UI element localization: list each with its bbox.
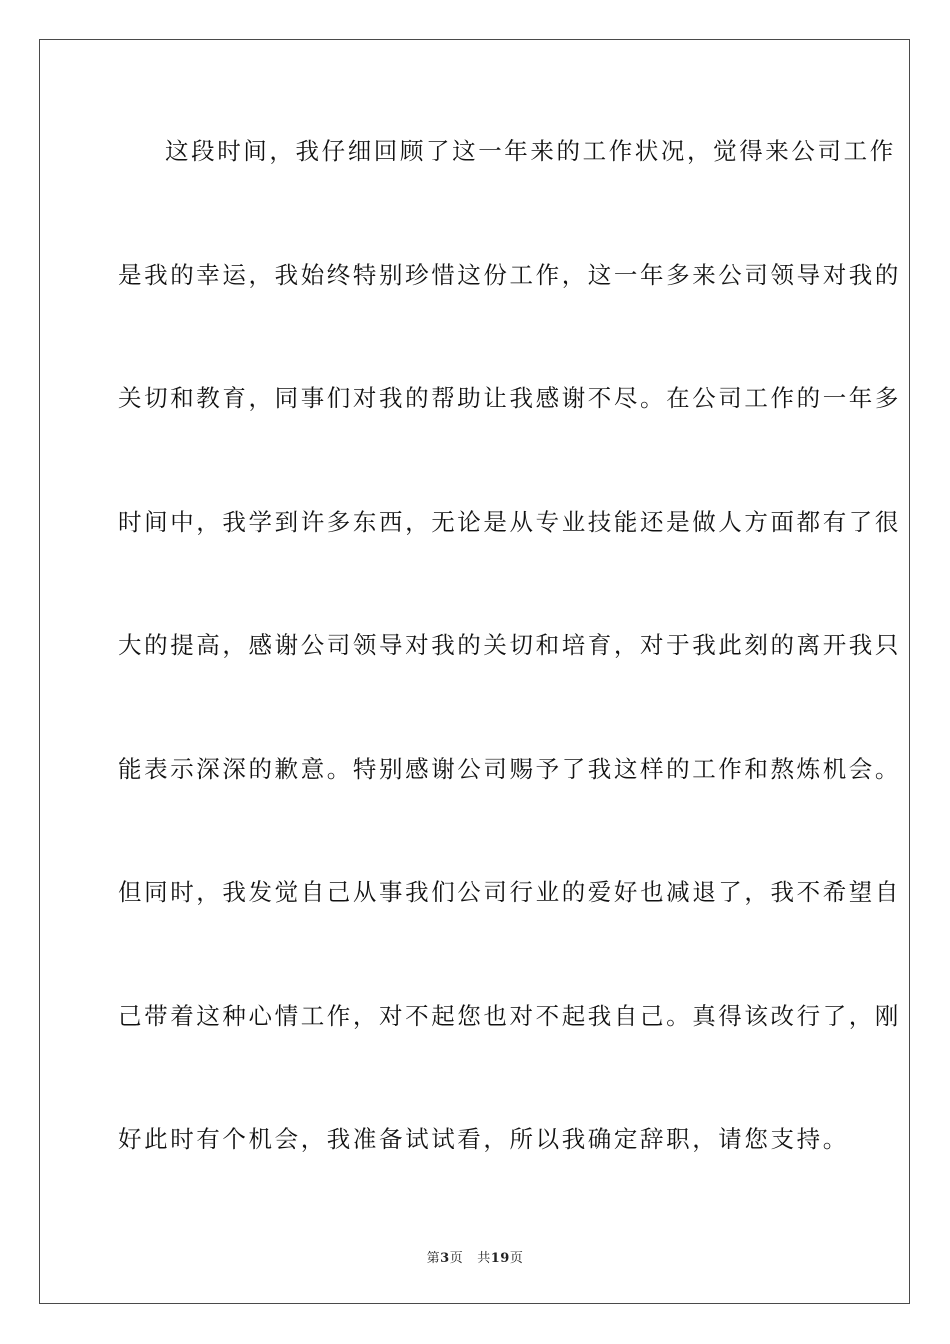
page-number: 3 <box>440 1251 450 1266</box>
paragraph-line-4: 时间中，我学到许多东西，无论是从专业技能还是做人方面都有了很 <box>118 507 901 536</box>
page-label-suffix: 页 <box>449 1251 464 1266</box>
paragraph-line-5: 大的提高，感谢公司领导对我的关切和培育，对于我此刻的离开我只 <box>118 631 901 659</box>
page-footer <box>0 1247 950 1266</box>
total-pages: 19 <box>490 1251 510 1266</box>
paragraph-line-8: 己带着这种心情工作，对不起您也对不起我自己。真得该改行了，刚 <box>118 1001 901 1030</box>
paragraph-line-2: 是我的幸运，我始终特别珍惜这份工作，这一年多来公司领导对我的 <box>118 260 901 289</box>
paragraph-line-3: 关切和教育，同事们对我的帮助让我感谢不尽。在公司工作的一年多 <box>118 384 901 412</box>
total-label-suffix: 页 <box>509 1251 524 1266</box>
paragraph-line-6: 能表示深深的歉意。特别感谢公司赐予了我这样的工作和熬炼机会。 <box>118 754 901 783</box>
document-body <box>118 126 901 1238</box>
total-label-prefix: 共 <box>477 1251 491 1266</box>
page-label-prefix: 第 <box>426 1251 441 1266</box>
paragraph-line-9: 好此时有个机会，我准备试试看，所以我确定辞职，请您支持。 <box>118 1125 849 1153</box>
paragraph-line-1: 这段时间，我仔细回顾了这一年来的工作状况，觉得来公司工作 <box>165 137 896 165</box>
paragraph-line-7: 但同时，我发觉自己从事我们公司行业的爱好也减退了，我不希望自 <box>118 878 901 906</box>
